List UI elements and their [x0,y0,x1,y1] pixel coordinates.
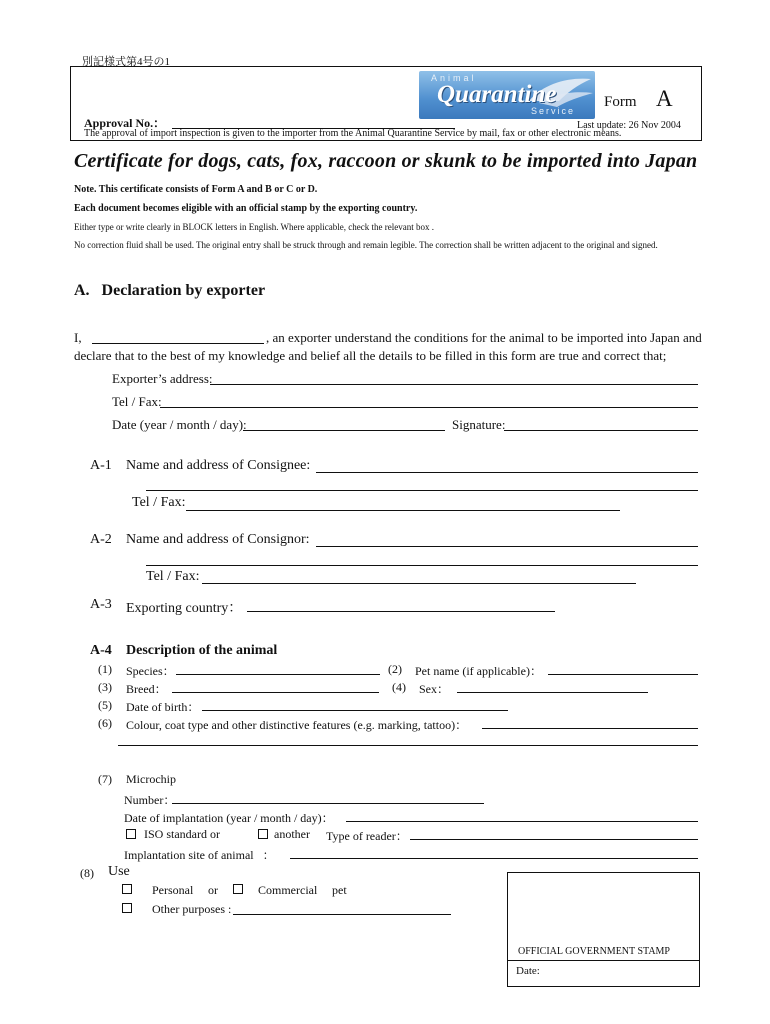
microchip-number-label: Number： [124,793,176,807]
other-purposes-field[interactable] [233,914,451,915]
species-label: Species： [126,664,175,678]
another-standard-checkbox[interactable] [258,829,268,839]
pet-name-field[interactable] [548,674,698,675]
iso-standard-label: ISO standard or [144,827,220,841]
exporter-address-label: Exporter’s address: [112,371,213,386]
colour-field-2[interactable] [118,745,698,746]
implant-date-label: Date of implantation (year / month / day)： [124,811,334,825]
use-label: Use [108,864,130,879]
a3-number: A-3 [90,597,112,612]
commercial-label: Commercial [258,883,318,897]
reader-type-label: Type of reader： [326,829,408,843]
animal-quarantine-logo [419,71,595,119]
species-field[interactable] [176,674,380,675]
form-reference-label: 別記様式第4号の1 [82,56,170,68]
microchip-number-field[interactable] [172,803,484,804]
stamp-divider [507,960,699,961]
other-purposes-label: Other purposes : [152,902,232,916]
personal-checkbox[interactable] [122,884,132,894]
item-5-number: (5) [98,698,112,712]
animal-description-heading: Description of the animal [126,643,278,658]
consignee-field[interactable] [316,472,698,473]
reader-type-field[interactable] [410,839,698,840]
another-label: another [274,827,310,841]
stamp-date-label: Date: [516,965,540,977]
microchip-label: Microchip [126,772,176,786]
section-a-heading: A. Declaration by exporter [74,282,266,299]
colour-label: Colour, coat type and other distinctive features (e.g. marking, tattoo)： [126,718,468,732]
consignor-field[interactable] [316,546,698,547]
breed-label: Breed： [126,682,167,696]
item-3-number: (3) [98,680,112,694]
form-letter: A [656,86,673,111]
dob-field[interactable] [202,710,508,711]
commercial-checkbox[interactable] [233,884,243,894]
certificate-title: Certificate for dogs, cats, fox, raccoon or skunk to be imported into Japan [74,150,698,172]
intro-rest: , an exporter understand the conditions for the animal to be imported into Japan and [266,330,702,345]
sex-label: Sex： [419,682,450,696]
signature-field[interactable] [504,430,698,431]
a2-number: A-2 [90,532,112,547]
exporter-address-field[interactable] [210,384,698,385]
a4-number: A-4 [90,643,112,658]
intro-i: I, [74,330,82,345]
item-4-number: (4) [392,680,406,694]
item-2-number: (2) [388,662,402,676]
signature-label: Signature: [452,417,506,432]
item-6-number: (6) [98,716,112,730]
consignee-label: Name and address of Consignee: [126,458,311,473]
consignee-tel-field[interactable] [186,510,620,511]
dob-label: Date of birth： [126,700,200,714]
note-line-4: No correction fluid shall be used. The original entry shall be struck through and remain legible. The correction shall be written adjacent to the original and signed. [74,240,658,250]
personal-label: Personal [152,883,194,897]
implant-site-label: Implantation site of animal ： [124,848,275,862]
logo-top-text: Animal [431,73,477,83]
approval-note: The approval of import inspection is given to the importer from the Animal Quarantine Service by mail, fax or other electronic means. [84,128,622,139]
item-7-number: (7) [98,772,112,786]
logo-main-text: Quarantine [437,81,557,108]
item-1-number: (1) [98,662,112,676]
a1-number: A-1 [90,458,112,473]
note-line-3: Either type or write clearly in BLOCK letters in English. Where applicable, check the relevant box . [74,222,434,232]
or-label: or [208,883,218,897]
exporter-tel-label: Tel / Fax: [112,394,162,409]
approval-no-label: Approval No.： [84,116,166,130]
consignee-field-2[interactable] [146,490,698,491]
breed-field[interactable] [172,692,379,693]
consignor-tel-label: Tel / Fax: [146,569,200,584]
pet-label: pet [332,883,347,897]
header-frame-bottom [70,140,701,141]
intro-line-2: declare that to the best of my knowledge and belief all the details to be filled in this form are true and correct that; [74,348,667,363]
item-8-number: (8) [80,866,94,880]
pet-name-label: Pet name (if applicable)： [415,664,542,678]
logo-bottom-text: Service [531,106,576,116]
date-field[interactable] [243,430,445,431]
iso-standard-checkbox[interactable] [126,829,136,839]
other-purposes-checkbox[interactable] [122,903,132,913]
exporting-country-label: Exporting country： [126,601,243,616]
exporting-country-field[interactable] [247,611,555,612]
sex-field[interactable] [457,692,648,693]
form-label: Form [604,94,637,110]
consignor-tel-field[interactable] [202,583,636,584]
last-update-text: Last update: 26 Nov 2004 [577,120,681,131]
implant-date-field[interactable] [346,821,698,822]
consignee-tel-label: Tel / Fax: [132,495,186,510]
official-stamp-label: OFFICIAL GOVERNMENT STAMP [518,946,670,957]
consignor-field-2[interactable] [146,565,698,566]
consignor-label: Name and address of Consignor: [126,532,310,547]
note-line-2: Each document becomes eligible with an official stamp by the exporting country. [74,203,418,214]
implant-site-field[interactable] [290,858,698,859]
date-label: Date (year / month / day): [112,417,247,432]
exporter-tel-field[interactable] [160,407,698,408]
colour-field[interactable] [482,728,698,729]
note-line-1: Note. This certificate consists of Form A and B or C or D. [74,184,318,195]
exporter-name-field[interactable] [92,343,264,344]
